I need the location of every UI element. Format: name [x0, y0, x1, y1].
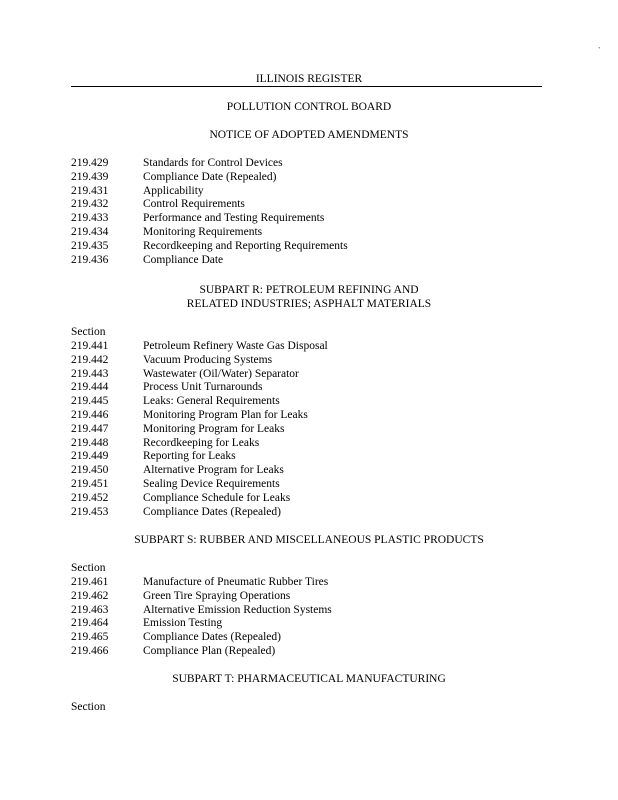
section-number: 219.436: [71, 253, 109, 266]
section-number: 219.433: [71, 212, 109, 225]
section-title: Compliance Date (Repealed): [143, 170, 277, 183]
section-title: Compliance Dates (Repealed): [143, 505, 281, 518]
subpart-s-section-label: Section: [71, 562, 106, 574]
section-title: Alternative Program for Leaks: [143, 464, 284, 477]
subpart-t-section-label: Section: [71, 701, 106, 713]
section-number: 219.448: [71, 436, 109, 449]
section-title: Monitoring Program for Leaks: [143, 422, 285, 435]
section-title: Process Unit Turnarounds: [143, 381, 263, 394]
section-number: 219.439: [71, 170, 109, 183]
section-title: Emission Testing: [143, 617, 223, 630]
section-title: Recordkeeping for Leaks: [143, 436, 260, 449]
section-title: Leaks: General Requirements: [143, 395, 280, 408]
section-title: Wastewater (Oil/Water) Separator: [143, 367, 299, 380]
section-number: 219.462: [71, 589, 109, 602]
section-number: 219.432: [71, 198, 109, 211]
section-title: Compliance Schedule for Leaks: [143, 491, 291, 504]
section-title: Vacuum Producing Systems: [143, 353, 273, 366]
section-number: 219.449: [71, 450, 109, 463]
subpart-t-heading: SUBPART T: PHARMACEUTICAL MANUFACTURING: [172, 673, 446, 685]
section-number: 219.429: [71, 157, 109, 169]
section-number: 219.435: [71, 239, 109, 252]
section-number: 219.447: [71, 422, 109, 435]
section-number: 219.452: [71, 491, 109, 504]
section-number: 219.444: [71, 381, 109, 394]
section-title: Performance and Testing Requirements: [143, 212, 325, 225]
section-title: Petroleum Refinery Waste Gas Disposal: [143, 340, 328, 352]
subpart-s-heading: SUBPART S: RUBBER AND MISCELLANEOUS PLASTIC PRODUCTS: [134, 534, 484, 546]
section-title: Standards for Control Devices: [143, 157, 283, 169]
section-title: Compliance Plan (Repealed): [143, 645, 276, 657]
section-number: 219.434: [71, 226, 109, 238]
section-number: 219.461: [71, 576, 109, 588]
section-title: Green Tire Spraying Operations: [143, 589, 291, 602]
section-number: 219.431: [71, 184, 109, 197]
section-number: 219.450: [71, 464, 109, 477]
subpart-r-heading-line2: RELATED INDUSTRIES; ASPHALT MATERIALS: [186, 298, 432, 310]
corner-mark: `: [598, 46, 601, 55]
section-title: Control Requirements: [143, 198, 245, 211]
section-number: 219.464: [71, 617, 109, 630]
section-title: Manufacture of Pneumatic Rubber Tires: [143, 576, 329, 588]
section-number: 219.466: [71, 645, 109, 657]
section-title: Alternative Emission Reduction Systems: [143, 603, 332, 616]
section-title: Monitoring Program Plan for Leaks: [143, 409, 308, 421]
subpart-r-section-label: Section: [71, 326, 106, 338]
section-title: Reporting for Leaks: [143, 450, 236, 463]
section-title: Monitoring Requirements: [143, 226, 263, 238]
section-number: 219.453: [71, 505, 109, 518]
register-title: ILLINOIS REGISTER: [255, 73, 363, 85]
notice-title: NOTICE OF ADOPTED AMENDMENTS: [209, 129, 409, 141]
section-number: 219.441: [71, 340, 109, 352]
subpart-r-heading-line1: SUBPART R: PETROLEUM REFINING AND: [199, 284, 419, 296]
section-title: Compliance Date: [143, 253, 224, 266]
section-number: 219.445: [71, 395, 109, 408]
section-number: 219.463: [71, 603, 109, 616]
section-title: Applicability: [143, 184, 204, 197]
section-number: 219.442: [71, 353, 109, 366]
section-number: 219.443: [71, 367, 109, 380]
board-title: POLLUTION CONTROL BOARD: [226, 101, 392, 113]
section-number: 219.451: [71, 478, 109, 490]
section-title: Sealing Device Requirements: [143, 478, 280, 490]
section-number: 219.446: [71, 409, 109, 421]
section-number: 219.465: [71, 631, 109, 644]
section-title: Compliance Dates (Repealed): [143, 631, 281, 644]
header-rule: [71, 86, 542, 87]
section-title: Recordkeeping and Reporting Requirements: [143, 239, 348, 252]
